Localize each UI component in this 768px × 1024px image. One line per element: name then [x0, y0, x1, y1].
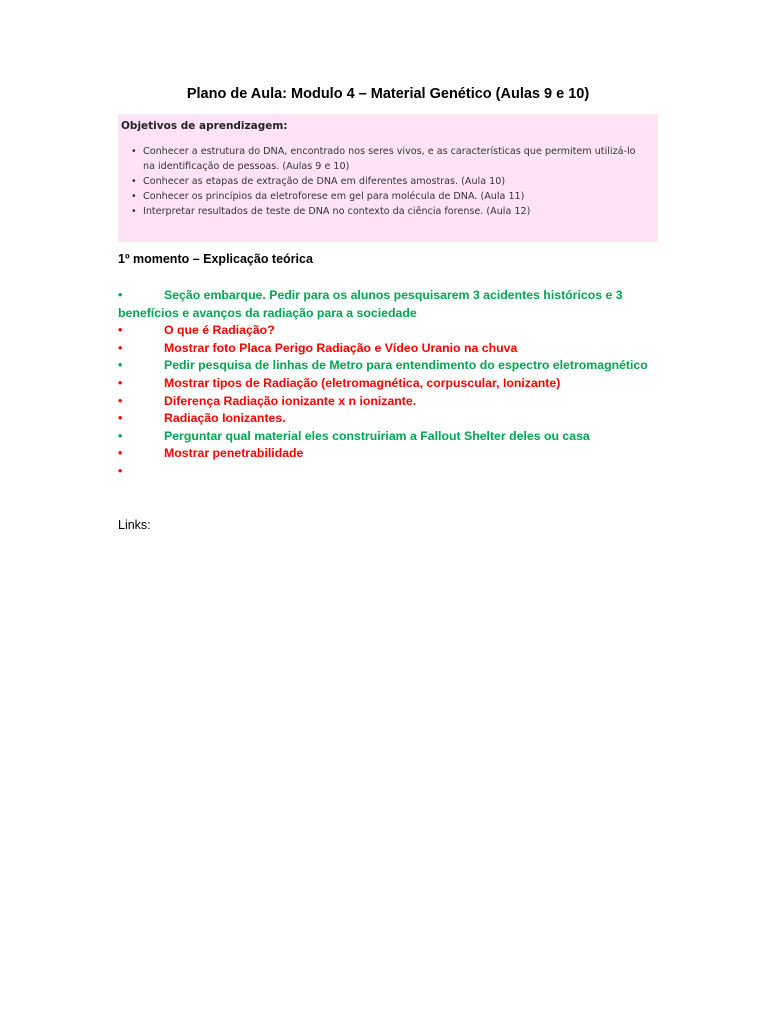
document-title: Plano de Aula: Modulo 4 – Material Genético (Aulas 9 e 10): [186, 86, 590, 102]
lesson-bullet-text: O que é Radiação?: [164, 323, 275, 338]
bullet-dot-icon: •: [131, 206, 137, 217]
lesson-bullet-item: [118, 393, 678, 411]
lesson-bullet-item: [118, 428, 678, 446]
lesson-bullet-text: Pedir pesquisa de linhas de Metro para entendimento do espectro eletromagnético: [164, 358, 648, 373]
objective-text: Interpretar resultados de teste de DNA no contexto da ciência forense. (Aula 12): [143, 206, 531, 217]
lesson-bullet-item: [118, 463, 678, 481]
bullet-dot-icon: •: [118, 393, 123, 408]
objective-text: Conhecer as etapas de extração de DNA em diferentes amostras. (Aula 10): [143, 176, 506, 187]
objective-text: Conhecer a estrutura do DNA, encontrado nos seres vivos, e as características que permitem utilizá-lo na identificação de pessoas. (Aulas 9 e 10): [143, 146, 636, 172]
bullet-dot-icon: •: [118, 446, 123, 461]
lesson-bullet-text: Mostrar penetrabilidade: [164, 446, 304, 461]
lesson-bullet-item: [118, 322, 678, 340]
lesson-bullet-item: [118, 410, 678, 428]
bullet-dot-icon: •: [118, 411, 123, 426]
bullet-dot-icon: •: [118, 428, 123, 443]
bullet-dot-icon: •: [118, 288, 123, 302]
objectives-heading: Objetivos de aprendizagem:: [121, 120, 288, 132]
objectives-list: [121, 144, 650, 219]
objective-item: [131, 144, 650, 174]
objective-text: Conhecer os princípios da eletroforese em gel para molécula de DNA. (Aula 11): [143, 191, 525, 202]
bullet-dot-icon: •: [118, 323, 123, 338]
lesson-bullet-list: [118, 287, 678, 481]
lesson-bullet-text: Mostrar tipos de Radiação (eletromagnética, corpuscular, Ionizante): [164, 375, 561, 390]
bullet-dot-icon: •: [118, 358, 123, 373]
lesson-bullet-item: [118, 357, 678, 375]
lesson-bullet-text: Mostrar foto Placa Perigo Radiação e Vídeo Uranio na chuva: [164, 340, 518, 355]
lesson-bullet-item: [118, 375, 678, 393]
lesson-bullet-text: Perguntar qual material eles construiriam a Fallout Shelter deles ou casa: [164, 428, 590, 443]
objectives-box: [118, 114, 658, 242]
bullet-dot-icon: •: [118, 463, 123, 478]
bullet-dot-icon: •: [118, 375, 123, 390]
lesson-bullet-text: Diferença Radiação ionizante x n ionizante.: [164, 393, 417, 408]
lesson-bullet-text: Seção embarque. Pedir para os alunos pesquisarem 3 acidentes históricos e 3 benefícios e avanços da radiação para a sociedade: [118, 288, 623, 320]
bullet-dot-icon: •: [131, 191, 137, 202]
section-heading: 1º momento – Explicação teórica: [118, 252, 313, 266]
lesson-bullet-item: [118, 445, 678, 463]
objective-item: [131, 204, 650, 219]
lesson-bullet-item: [118, 287, 678, 322]
bullet-dot-icon: •: [131, 146, 137, 157]
objective-item: [131, 174, 650, 189]
links-label: Links:: [118, 518, 151, 532]
bullet-dot-icon: •: [131, 176, 137, 187]
lesson-bullet-item: [118, 340, 678, 358]
bullet-dot-icon: •: [118, 340, 123, 355]
lesson-bullet-text: Radiação Ionizantes.: [164, 411, 286, 426]
objective-item: [131, 189, 650, 204]
